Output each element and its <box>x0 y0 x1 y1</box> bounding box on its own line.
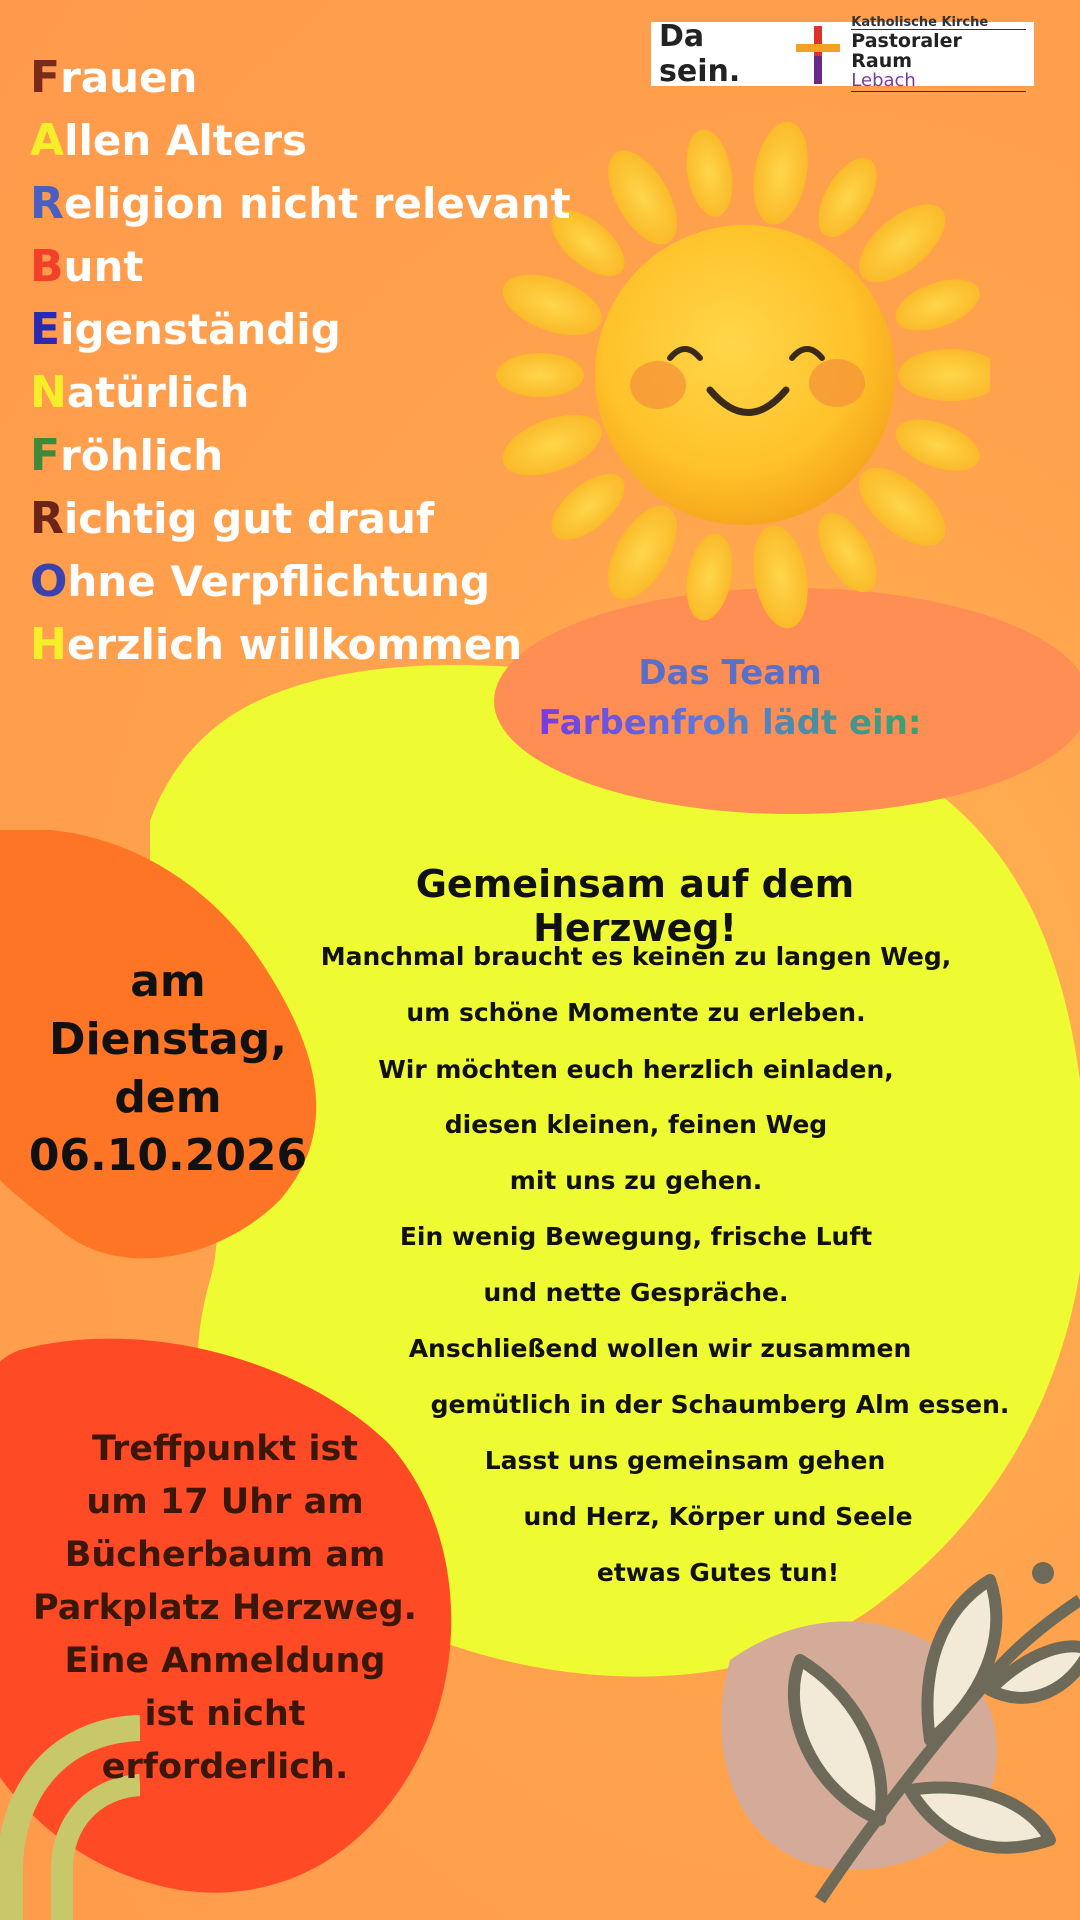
acrostic-letter: N <box>30 367 67 418</box>
meeting-line: Bücherbaum am <box>64 1535 386 1575</box>
team-line2-text: Farbenfroh lädt ein: <box>538 703 922 743</box>
acrostic-rest: rauen <box>60 53 198 102</box>
sun-ray <box>806 503 888 601</box>
acrostic-item <box>30 235 571 298</box>
team-line2 <box>510 698 950 748</box>
acrostic-item <box>30 361 571 424</box>
team-invitation <box>510 648 950 748</box>
acrostic-rest: ichtig gut drauf <box>63 494 435 543</box>
acrostic-letter: R <box>30 178 64 229</box>
acrostic-item <box>30 613 571 676</box>
meeting-info <box>20 1423 430 1794</box>
invitation-line: um schöne Momente zu erleben. <box>406 998 866 1027</box>
sun-ray <box>889 269 987 340</box>
acrostic-letter: F <box>30 52 61 103</box>
invitation-line: Lasst uns gemeinsam gehen <box>484 1446 886 1475</box>
acrostic-rest: llen Alters <box>64 116 308 165</box>
invitation-line: und nette Gespräche. <box>483 1278 789 1307</box>
logo-line1: Katholische Kirche <box>851 14 989 30</box>
invitation-line: Ein wenig Bewegung, frische Luft <box>399 1222 873 1251</box>
acrostic-rest: igenständig <box>60 305 341 354</box>
acrostic-item <box>30 487 571 550</box>
invitation-line: und Herz, Körper und Seele <box>523 1502 913 1531</box>
acrostic-item <box>30 550 571 613</box>
acrostic-list <box>30 46 571 676</box>
date-line1: am Dienstag, <box>49 956 287 1065</box>
acrostic-item <box>30 298 571 361</box>
acrostic-letter: O <box>30 556 68 607</box>
meeting-line: um 17 Uhr am <box>86 1482 364 1522</box>
logo <box>651 14 1034 92</box>
logo-da-sein: Da sein. <box>659 19 741 89</box>
acrostic-rest: erzlich willkommen <box>66 620 523 669</box>
sun-ray <box>806 148 888 246</box>
logo-line3: Lebach <box>851 72 1026 92</box>
sun-ray <box>889 409 987 480</box>
date-line2: dem <box>114 1072 222 1123</box>
acrostic-rest: hne Verpflichtung <box>67 557 491 606</box>
meeting-line: Treffpunkt ist <box>91 1429 359 1469</box>
acrostic-rest: unt <box>63 242 144 291</box>
acrostic-rest: eligion nicht relevant <box>63 179 571 228</box>
acrostic-letter: E <box>30 304 61 355</box>
logo-line2: Pastoraler Raum <box>851 29 1026 72</box>
acrostic-item <box>30 46 571 109</box>
acrostic-letter: F <box>30 430 61 481</box>
invitation-line: Manchmal braucht es keinen zu langen Weg, <box>320 942 952 971</box>
team-line1: Das Team <box>638 653 822 693</box>
invitation-line: diesen kleinen, feinen Weg <box>444 1110 828 1139</box>
sun-ray <box>680 126 739 220</box>
acrostic-rest: röhlich <box>60 431 224 480</box>
meeting-line: ist nicht <box>144 1694 306 1734</box>
acrostic-item <box>30 424 571 487</box>
sun-ray <box>898 349 990 401</box>
sun-ray <box>680 530 739 624</box>
acrostic-item <box>30 109 571 172</box>
invitation-line: mit uns zu gehen. <box>509 1166 763 1195</box>
invitation-line: gemütlich in der Schaumberg Alm essen. <box>430 1390 1010 1419</box>
cross-icon <box>796 26 840 84</box>
acrostic-letter: H <box>30 619 67 670</box>
acrostic-letter: R <box>30 493 64 544</box>
sun-ray <box>746 521 815 632</box>
acrostic-item <box>30 172 571 235</box>
acrostic-letter: A <box>30 115 65 166</box>
sun-ray <box>746 117 815 228</box>
invitation-line: Wir möchten euch herzlich einladen, <box>378 1055 894 1084</box>
meeting-line: Parkplatz Herzweg. <box>33 1588 417 1628</box>
main-title: Gemeinsam auf dem Herzweg! <box>415 862 855 950</box>
date-line3: 06.10.2026 <box>28 1130 308 1181</box>
meeting-line: Eine Anmeldung <box>64 1641 386 1681</box>
meeting-line: erforderlich. <box>101 1747 349 1787</box>
acrostic-rest: atürlich <box>66 368 250 417</box>
leaf-branch-illustration <box>690 1540 1080 1920</box>
invitation-line: Anschließend wollen wir zusammen <box>408 1334 912 1363</box>
date-block <box>8 953 328 1185</box>
acrostic-letter: B <box>30 241 64 292</box>
logo-text <box>851 16 1026 92</box>
invitation-line: etwas Gutes tun! <box>596 1558 840 1587</box>
